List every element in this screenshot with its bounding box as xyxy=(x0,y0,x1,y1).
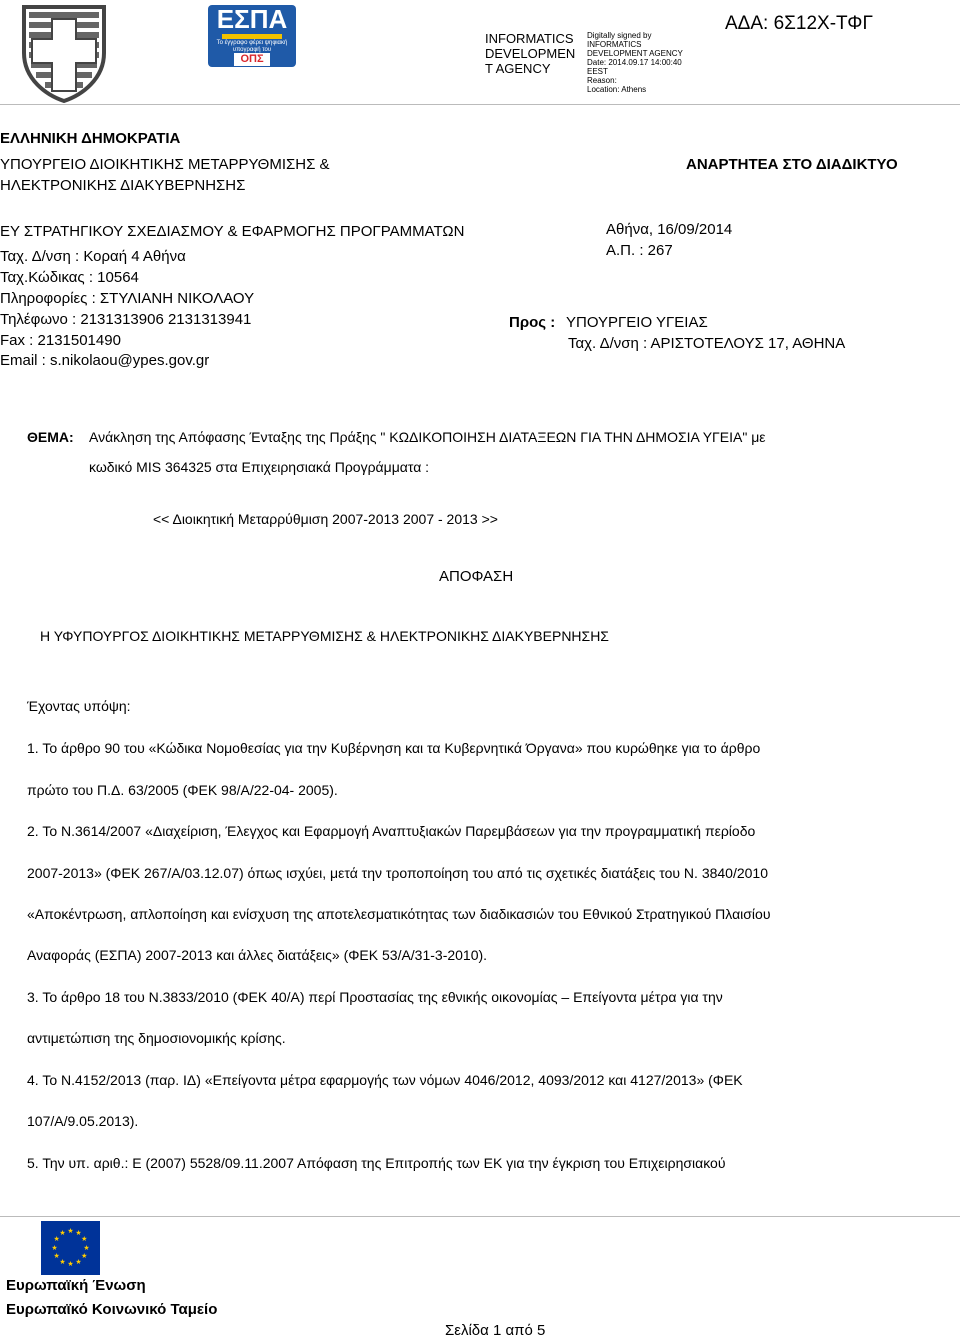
unit-name: ΕΥ ΣΤΡΑΤΗΓΙΚΟΥ ΣΧΕΔΙΑΣΜΟΥ & ΕΦΑΡΜΟΓΗΣ ΠΡΟΓΡΑΜΜΑΤΩΝ xyxy=(0,223,465,240)
svg-text:★: ★ xyxy=(59,1258,66,1266)
recipient-address: Ταχ. Δ/νση : ΑΡΙΣΤΟΤΕΛΟΥΣ 17, ΑΘΗΝΑ xyxy=(568,335,846,352)
svg-text:★: ★ xyxy=(81,1252,88,1260)
publish-notice: ΑΝΑΡΤΗΤΕΑ ΣΤΟ ΔΙΑΔΙΚΤΥΟ xyxy=(686,156,898,173)
svg-text:★: ★ xyxy=(53,1235,60,1243)
sender-phone: Τηλέφωνο : 2131313906 2131313941 xyxy=(0,311,252,328)
protocol-number: Α.Π. : 267 xyxy=(606,242,673,259)
eu-flag-icon xyxy=(41,1221,100,1275)
body-line: 3. Το άρθρο 18 του Ν.3833/2010 (ΦΕΚ 40/Α) περί Προστασίας της εθνικής οικονομίας – Επείγοντα μέτρα για την xyxy=(27,989,723,1005)
esf-label: Ευρωπαϊκό Κοινωνικό Ταμείο xyxy=(6,1301,218,1318)
footer-divider xyxy=(0,1216,960,1217)
signer-name-line: INFORMATICS xyxy=(485,31,574,46)
signature-line: EEST xyxy=(587,67,608,76)
subject-label: ΘΕΜΑ: xyxy=(27,429,74,445)
svg-text:★: ★ xyxy=(75,1229,82,1237)
subject-line: κωδικό MIS 364325 στα Επιχειρησιακά Προγράμματα : xyxy=(89,459,430,475)
page-number: Σελίδα 1 από 5 xyxy=(445,1322,546,1339)
sender-address: Ταχ. Δ/νση : Κοραή 4 Αθήνα xyxy=(0,248,186,265)
considering-heading: Έχοντας υπόψη: xyxy=(27,698,131,714)
body-line: 2. Το Ν.3614/2007 «Διαχείριση, Έλεγχος και Εφαρμογή Αναπτυξιακών Παρεμβάσεων για την προγραμματική περίοδο xyxy=(27,823,756,839)
subject-line: Ανάκληση της Απόφασης Ένταξης της Πράξης " ΚΩΔΙΚΟΠΟΙΗΣΗ ΔΙΑΤΑΞΕΩΝ ΓΙΑ ΤΗΝ ΔΗΜΟΣΙΑ ΥΓΕΙΑ" με xyxy=(89,429,766,445)
greek-emblem-icon xyxy=(18,5,110,103)
signer-name-line: T AGENCY xyxy=(485,61,551,76)
espa-logo-sub: ΟΠΣ xyxy=(234,53,270,66)
signature-line: Digitally signed by xyxy=(587,31,652,40)
sender-fax: Fax : 2131501490 xyxy=(0,332,121,349)
sender-postcode: Ταχ.Κώδικας : 10564 xyxy=(0,269,139,286)
body-line: Αναφοράς (ΕΣΠΑ) 2007-2013 και άλλες διατάξεις» (ΦΕΚ 53/Α/31-3-2010). xyxy=(27,947,488,963)
ada-code: ΑΔΑ: 6Σ12Χ-ΤΦΓ xyxy=(725,13,873,34)
recipient-label: Προς : xyxy=(509,314,556,331)
recipient-name: ΥΠΟΥΡΓΕΙΟ ΥΓΕΙΑΣ xyxy=(566,314,708,331)
issuer-title: Η ΥΦΥΠΟΥΡΓΟΣ ΔΙΟΙΚΗΤΙΚΗΣ ΜΕΤΑΡΡΥΘΜΙΣΗΣ & ΗΛΕΚΤΡΟΝΙΚΗΣ ΔΙΑΚΥΒΕΡΝΗΣΗΣ xyxy=(40,628,609,644)
body-line: 107/Α/9.05.2013). xyxy=(27,1113,139,1129)
espa-logo-caption: Το έγγραφο φέρει ψηφιακή υπογραφή του xyxy=(216,40,288,53)
header-divider xyxy=(0,104,960,105)
digital-signature-block xyxy=(587,31,683,94)
signature-line: Reason: xyxy=(587,76,617,85)
body-line: πρώτο του Π.Δ. 63/2005 (ΦΕΚ 98/Α/22-04- 2005). xyxy=(27,782,338,798)
signature-line: INFORMATICS xyxy=(587,40,642,49)
decision-title: ΑΠΟΦΑΣΗ xyxy=(439,568,514,585)
body-line: 2007-2013» (ΦΕΚ 267/Α/03.12.07) όπως ισχύει, μετά την τροποποίηση του από τις σχετικές διατάξεις του Ν. 3840/2010 xyxy=(27,865,769,881)
document-date: Αθήνα, 16/09/2014 xyxy=(606,221,733,238)
svg-text:★: ★ xyxy=(83,1244,90,1252)
espa-logo-title: ΕΣΠΑ xyxy=(216,4,288,34)
programme-name: << Διοικητική Μεταρρύθμιση 2007-2013 2007 - 2013 >> xyxy=(153,511,498,527)
svg-text:★: ★ xyxy=(67,1227,74,1235)
ministry-line: ΗΛΕΚΤΡΟΝΙΚΗΣ ΔΙΑΚΥΒΕΡΝΗΣΗΣ xyxy=(0,177,246,194)
signature-line: Date: 2014.09.17 14:00:40 xyxy=(587,58,682,67)
svg-text:★: ★ xyxy=(81,1235,88,1243)
sender-contact: Πληροφορίες : ΣΤΥΛΙΑΝΗ ΝΙΚΟΛΑΟΥ xyxy=(0,290,255,307)
country-heading: ΕΛΛΗΝΙΚΗ ΔΗΜΟΚΡΑΤΙΑ xyxy=(0,130,181,147)
svg-text:★: ★ xyxy=(51,1244,58,1252)
body-line: «Αποκέντρωση, απλοποίηση και ενίσχυση της αποτελεσματικότητας των διαδικασιών του Εθνικού Στρατηγικού Πλαισίου xyxy=(27,906,771,922)
body-line: αντιμετώπιση της δημοσιονομικής κρίσης. xyxy=(27,1030,286,1046)
ministry-line: ΥΠΟΥΡΓΕΙΟ ΔΙΟΙΚΗΤΙΚΗΣ ΜΕΤΑΡΡΥΘΜΙΣΗΣ & xyxy=(0,156,330,173)
svg-text:★: ★ xyxy=(59,1229,66,1237)
espa-logo xyxy=(208,5,296,67)
eu-label: Ευρωπαϊκή Ένωση xyxy=(6,1277,146,1294)
signature-line: Location: Athens xyxy=(587,85,647,94)
signer-name-line: DEVELOPMEN xyxy=(485,46,576,61)
signer-name xyxy=(485,31,575,76)
body-line: 4. Το Ν.4152/2013 (παρ. ΙΔ) «Επείγοντα μέτρα εφαρμογής των νόμων 4046/2012, 4093/2012 και 4127/2013» (ΦΕΚ xyxy=(27,1072,743,1088)
svg-text:★: ★ xyxy=(67,1260,74,1268)
signature-line: DEVELOPMENT AGENCY xyxy=(587,49,683,58)
sender-email: Email : s.nikolaou@ypes.gov.gr xyxy=(0,352,210,369)
svg-text:★: ★ xyxy=(75,1258,82,1266)
body-line: 1. Το άρθρο 90 του «Κώδικα Νομοθεσίας για την Κυβέρνηση και τα Κυβερνητικά Όργανα» που κυρώθηκε για το άρθρο xyxy=(27,740,761,756)
svg-text:★: ★ xyxy=(53,1252,60,1260)
body-line: 5. Την υπ. αριθ.: Ε (2007) 5528/09.11.2007 Απόφαση της Επιτροπής των ΕΚ για την έγκριση του Επιχειρησιακού xyxy=(27,1155,726,1171)
